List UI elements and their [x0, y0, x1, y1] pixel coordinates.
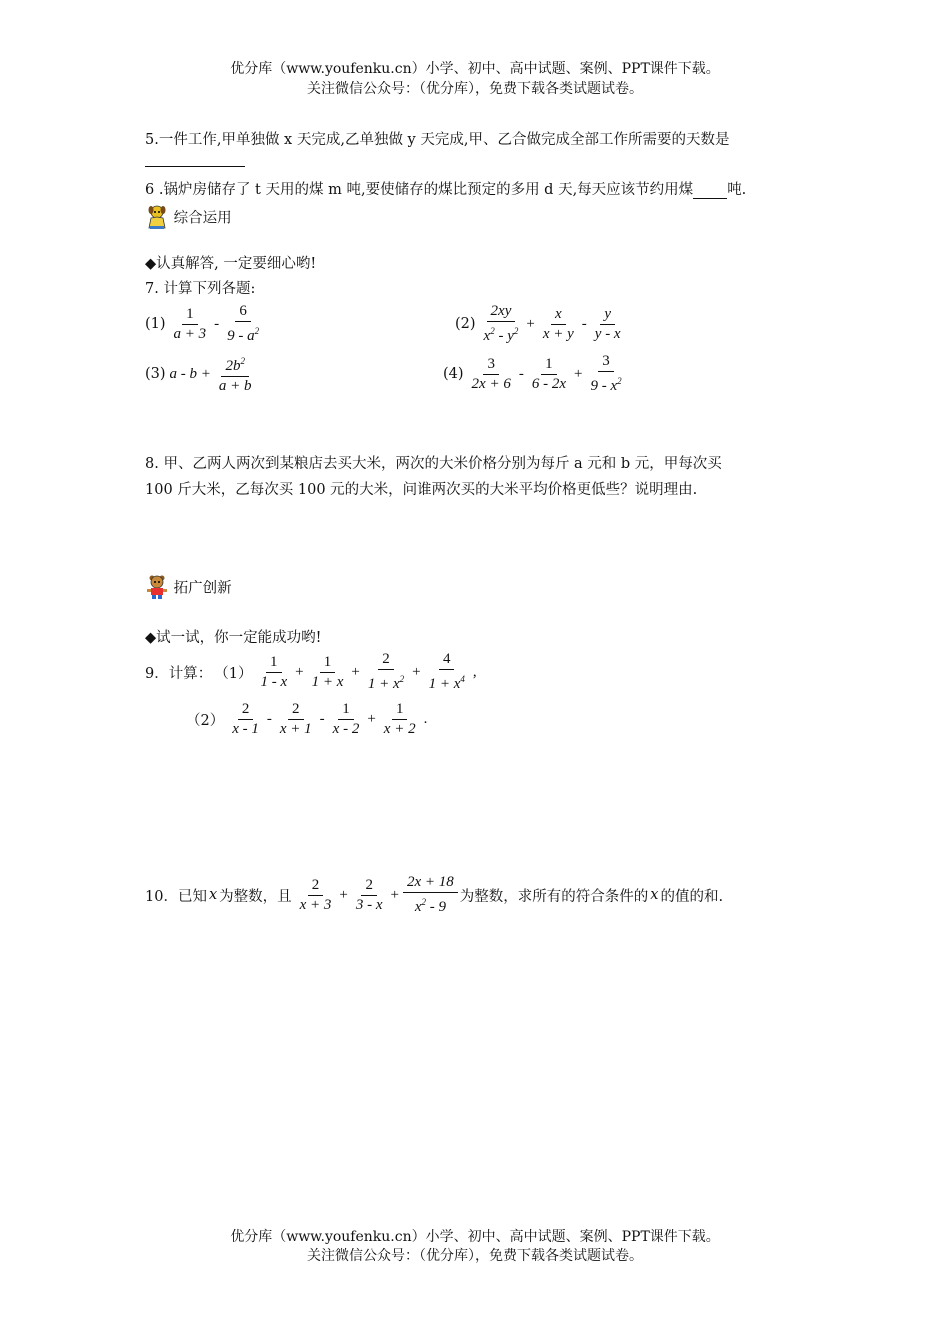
exponent: 2 [617, 376, 622, 386]
question-7-part-4 [443, 352, 628, 396]
expression-lead: a - b + [169, 365, 211, 382]
fraction [276, 700, 316, 739]
denominator: x + y [542, 325, 574, 342]
question-10-post: 为整数，求所有的符合条件的 [459, 888, 649, 905]
operator: + [367, 711, 376, 727]
question-10 [145, 873, 725, 917]
fraction [586, 352, 625, 396]
numerator: 2 [238, 700, 254, 720]
fraction [468, 355, 515, 394]
cartoon-dog-icon [145, 204, 169, 230]
question-7-part-3 [145, 352, 258, 396]
denominator: x - 2 [332, 721, 360, 737]
fraction [591, 305, 625, 344]
operator: + [412, 663, 421, 680]
numerator: 4 [439, 650, 455, 670]
exponent: 2 [490, 326, 495, 336]
denominator: x + 3 [299, 896, 332, 913]
header-line-1: 优分库（www.youfenku.cn）小学、初中、高中试题、案例、PPT课件下载。 [230, 61, 720, 77]
answer-blank-5 [145, 166, 245, 167]
operator: + [339, 886, 348, 903]
operator: + [390, 886, 400, 903]
denominator: 2x + 6 [471, 375, 511, 392]
numerator: 2x + 18 [403, 873, 458, 893]
numerator: x [551, 305, 566, 325]
fraction [539, 305, 578, 344]
denominator: a + b [218, 378, 252, 394]
denominator: a + 3 [173, 325, 207, 342]
numerator: 2 [308, 876, 324, 896]
answer-blank-6 [693, 182, 727, 199]
operator: - [214, 315, 220, 332]
question-7-part-1 [145, 302, 265, 346]
numerator: 6 [235, 302, 251, 322]
fraction [170, 305, 211, 344]
variable: x [650, 887, 659, 903]
denominator-rest: - y [494, 328, 514, 344]
operator: - [319, 711, 325, 727]
numerator [221, 352, 249, 377]
fraction [364, 650, 408, 694]
fraction [380, 700, 420, 739]
operator: + [526, 315, 535, 332]
question-8-line-1: 8. 甲、乙两人两次到某粮店去买大米，两次的大米价格分别为每斤 a 元和 b 元，甲每次买 [145, 456, 722, 472]
section-extension [145, 574, 232, 600]
question-6-text: 6 .锅炉房储存了 t 天用的煤 m 吨,要使储存的煤比预定的多用 d 天,每天应该节约用煤 [145, 182, 694, 198]
operator: + [351, 663, 360, 680]
numerator: y [600, 305, 615, 325]
question-9-label: 9．计算： [145, 665, 213, 682]
numerator: 1 [392, 700, 408, 720]
header-line-2: 关注微信公众号：（优分库），免费下载各类试题试卷。 [307, 81, 643, 97]
part-label: (3) [145, 366, 166, 382]
denominator [364, 670, 408, 694]
numerator: 2 [378, 650, 394, 670]
question-5: 5.一件工作,甲单独做 x 天完成,乙单独做 y 天完成,甲、乙合做完成全部工作所需要的天数是 [145, 132, 730, 148]
question-9-part-2 [186, 700, 429, 739]
exponent: 2 [254, 326, 260, 336]
exponent: 2 [240, 356, 245, 366]
numerator: 1 [266, 653, 282, 673]
operator: - [266, 711, 272, 727]
variable: x [208, 887, 218, 903]
denominator-base: 1 + x [428, 676, 461, 692]
numerator: 2 [288, 700, 304, 720]
denominator: 6 - 2x [531, 375, 566, 392]
denominator [223, 322, 263, 346]
denominator-base: x [414, 899, 422, 915]
fraction [352, 876, 387, 915]
fraction [296, 876, 336, 915]
footer-line-2: 关注微信公众号：（优分库），免费下载各类试题试卷。 [307, 1248, 643, 1264]
denominator-base: 9 - a [227, 328, 255, 344]
part-label: （1） [214, 665, 253, 682]
numerator: 1 [182, 305, 198, 325]
operator: + [573, 365, 583, 382]
numerator: 3 [483, 355, 499, 375]
fraction [256, 653, 291, 692]
fraction [215, 352, 256, 396]
question-6 [145, 178, 746, 199]
exponent: 2 [513, 326, 519, 336]
question-7-title: 7. 计算下列各题: [145, 281, 256, 297]
numerator-base: 2b [225, 358, 241, 374]
section-extension-tip: ◆试一试，你一定能成功哟! [145, 630, 322, 646]
question-10-end: 的值的和. [660, 888, 724, 905]
section-comprehensive-tip: ◆认真解答, 一定要细心哟! [145, 256, 317, 272]
denominator [425, 670, 469, 694]
fraction [528, 355, 570, 394]
question-10-mid: 为整数，且 [219, 888, 292, 905]
numerator: 1 [320, 653, 336, 673]
numerator: 3 [598, 352, 614, 372]
part-label: (2) [455, 316, 476, 332]
denominator [586, 372, 625, 396]
denominator-base: 9 - x [590, 378, 618, 394]
exponent: 2 [421, 897, 426, 907]
numerator: 1 [338, 700, 354, 720]
question-9-part-1 [145, 650, 479, 694]
denominator: y - x [594, 325, 621, 342]
denominator: x + 2 [383, 721, 416, 737]
denominator-base: 1 + x [367, 676, 400, 692]
denominator [480, 322, 523, 346]
question-8-line-2: 100 斤大米，乙每次买 100 元的大米，问谁两次买的大米平均价格更低些？说明理由. [145, 482, 698, 498]
denominator: 3 - x [355, 896, 383, 913]
punctuation: , [472, 663, 477, 680]
fraction [425, 650, 469, 694]
denominator: x + 1 [279, 721, 312, 737]
section-extension-title: 拓广创新 [173, 580, 232, 597]
operator: - [581, 315, 587, 332]
question-10-pre: 10．已知 [145, 888, 207, 905]
operator: - [518, 365, 524, 382]
fraction [228, 700, 263, 739]
numerator: 2xy [487, 302, 516, 322]
fraction [403, 873, 458, 917]
footer-line-1: 优分库（www.youfenku.cn）小学、初中、高中试题、案例、PPT课件下载。 [230, 1229, 720, 1245]
fraction [223, 302, 263, 346]
exponent: 2 [399, 674, 405, 684]
numerator: 1 [541, 355, 557, 375]
fraction [329, 700, 364, 739]
part-label: (1) [145, 316, 166, 332]
exponent: 4 [460, 674, 465, 684]
numerator: 2 [361, 876, 377, 896]
part-label: （2） [186, 713, 225, 729]
denominator [411, 893, 450, 917]
cartoon-bear-icon [145, 574, 169, 600]
denominator: 1 - x [260, 673, 288, 690]
denominator: 1 + x [311, 673, 344, 690]
denominator-rest: - 9 [425, 899, 446, 915]
part-label: (4) [443, 366, 464, 382]
question-7-part-2 [455, 302, 627, 346]
denominator-base: x [483, 328, 491, 344]
section-comprehensive-title: 综合运用 [173, 210, 232, 227]
section-comprehensive [145, 204, 232, 230]
question-6-unit: 吨. [727, 182, 747, 198]
fraction [480, 302, 523, 346]
fraction [308, 653, 348, 692]
punctuation: . [423, 711, 428, 727]
operator: + [295, 663, 304, 680]
denominator: x - 1 [232, 721, 259, 737]
